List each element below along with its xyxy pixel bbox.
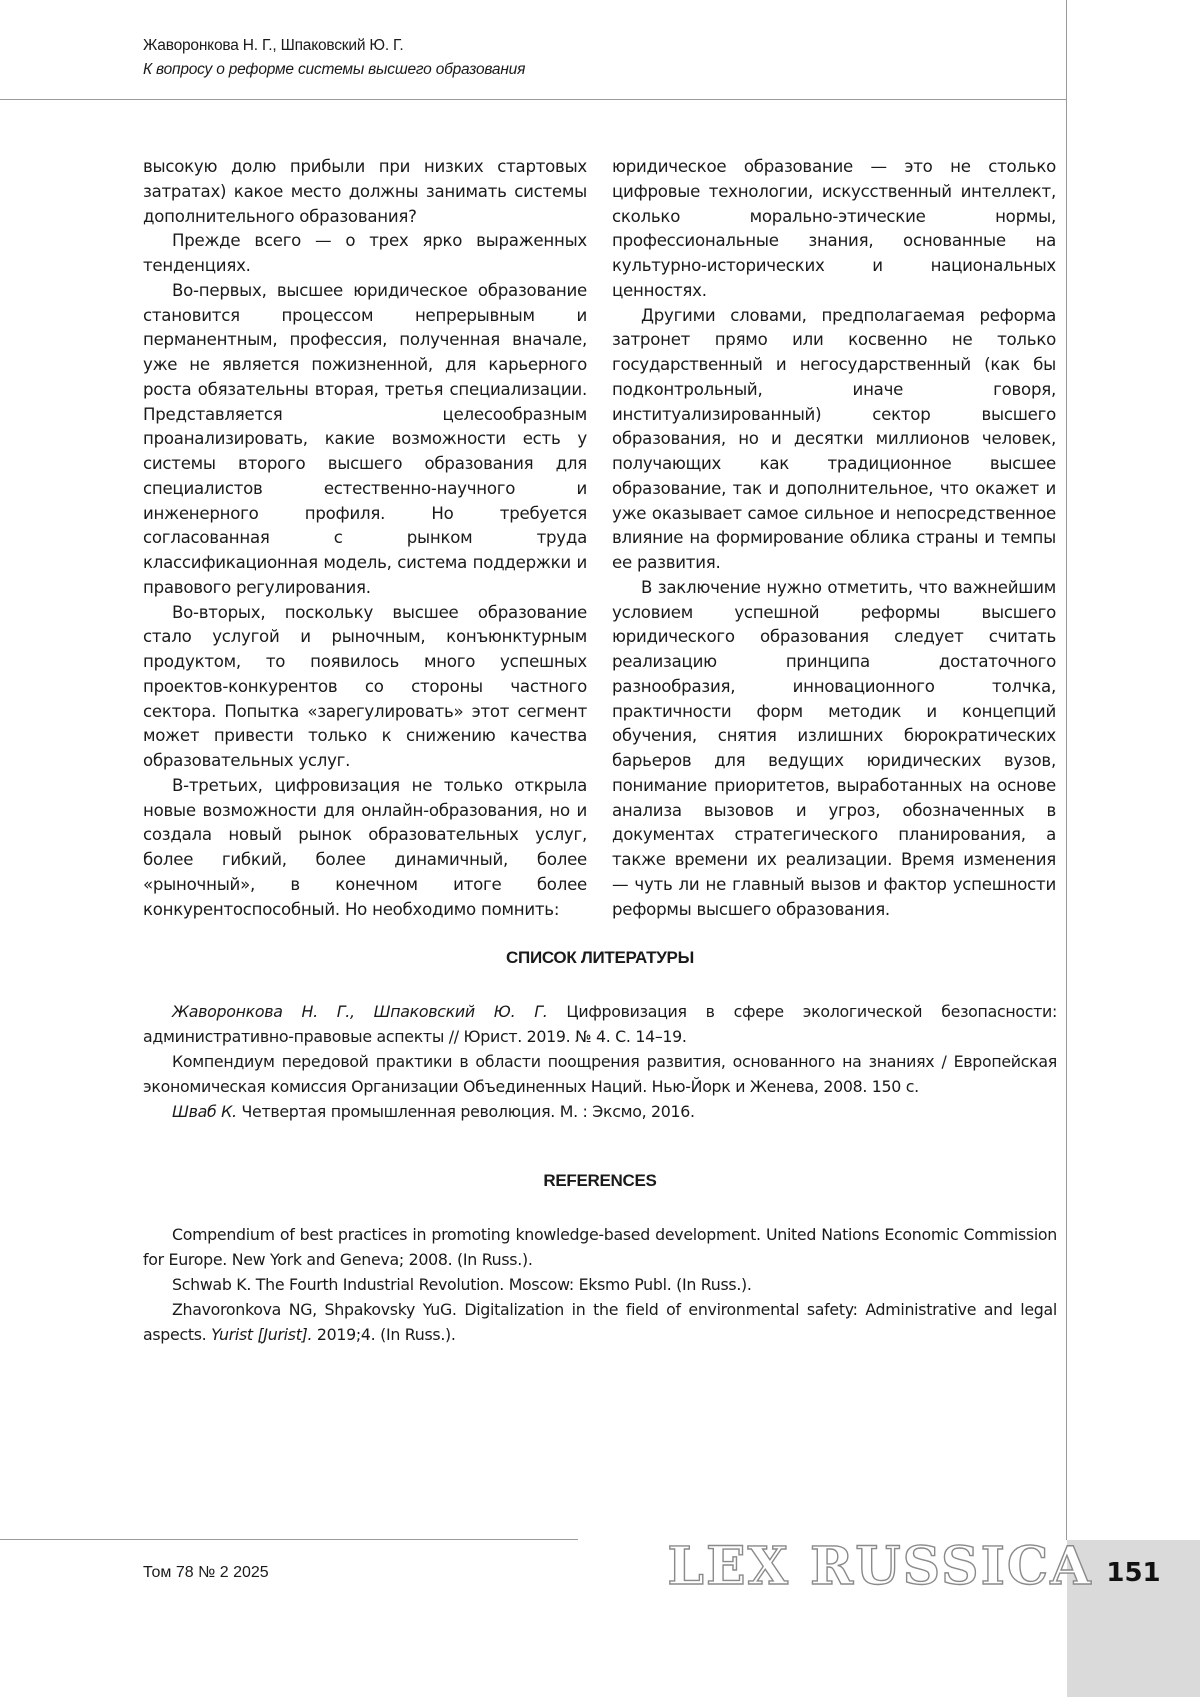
page-number: 151	[1067, 1558, 1200, 1588]
reference-item: Schwab K. The Fourth Industrial Revolution. Moscow: Eksmo Publ. (In Russ.).	[143, 1272, 1057, 1297]
paragraph: высокую долю прибыли при низких стартовых затратах) какое место должны занимать системы дополнительного образования?	[143, 155, 587, 229]
paragraph: Прежде всего — о трех ярко выраженных тенденциях.	[143, 229, 587, 279]
running-header	[143, 34, 1043, 82]
reference-item: Zhavoronkova NG, Shpakovsky YuG. Digitalization in the field of environmental safety: Administrative and legal aspects. Yurist [Jurist]. 2019;4. (In Russ.).	[143, 1297, 1057, 1347]
paragraph: Во-первых, высшее юридическое образование становится процессом непрерывным и перманентным, профессия, полученная вначале, уже не является пожизненной, для карьерного роста обязательны вторая, третья специализации. Представляется целесообразным проанализировать, какие возможности есть у системы второго высшего образования для специалистов естественно-научного и инженерного профиля. Но требуется согласованная с рынком труда классификационная модель, система поддержки и правового регулирования.	[143, 279, 587, 601]
paragraph: юридическое образование — это не столько цифровые технологии, искусственный интеллект, сколько морально-этические нормы, профессиональные знания, основанные на культурно-исторических и национальных ценностях.	[612, 155, 1056, 304]
bibliography-heading: СПИСОК ЛИТЕРАТУРЫ	[143, 948, 1057, 968]
journal-logo	[728, 1534, 1033, 1598]
footer-divider	[0, 1539, 578, 1540]
references-list	[143, 1222, 1057, 1347]
header-divider	[0, 99, 1067, 100]
bibliography-item: Компендиум передовой практики в области поощрения развития, основанного на знаниях / Европейская экономическая комиссия Организации Объединенных Наций. Нью-Йорк и Женева, 2008. 150 с.	[143, 1049, 1057, 1099]
bibliography-author: Шваб К.	[172, 1102, 237, 1121]
reference-journal: Yurist [Jurist].	[211, 1325, 312, 1344]
body-column-right	[612, 155, 1056, 922]
references-heading: REFERENCES	[143, 1171, 1057, 1191]
bibliography-list	[143, 999, 1057, 1124]
paragraph: В заключение нужно отметить, что важнейшим условием успешной реформы высшего юридического образования следует считать реализацию принципа достаточного разнообразия, инновационного толчка, практичности форм методик и концепций обучения, снятия излишних бюрократических барьеров для ведущих юридических вузов, понимание приоритетов, выработанных на основе анализа вызовов и угроз, обозначенных в документах стратегического планирования, а также времени их реализации. Время изменения — чуть ли не главный вызов и фактор успешности реформы высшего образования.	[612, 576, 1056, 923]
body-column-left	[143, 155, 587, 922]
bibliography-item: Жаворонкова Н. Г., Шпаковский Ю. Г. Цифровизация в сфере экологической безопасности: административно-правовые аспекты // Юрист. 2019. № 4. С. 14–19.	[143, 999, 1057, 1049]
issue-info: Том 78 № 2 2025	[143, 1564, 269, 1582]
reference-item: Compendium of best practices in promoting knowledge-based development. United Nations Economic Commission for Europe. New York and Geneva; 2008. (In Russ.).	[143, 1222, 1057, 1272]
bibliography-author: Жаворонкова Н. Г., Шпаковский Ю. Г.	[172, 1002, 547, 1021]
header-article-title: К вопросу о реформе системы высшего образования	[143, 58, 1043, 82]
header-authors: Жаворонкова Н. Г., Шпаковский Ю. Г.	[143, 34, 1043, 58]
bibliography-item: Шваб К. Четвертая промышленная революция. М. : Эксмо, 2016.	[143, 1099, 1057, 1124]
journal-logo-text: LEX RUSSICA	[667, 1536, 1092, 1597]
paragraph: Во-вторых, поскольку высшее образование стало услугой и рыночным, конъюнктурным продуктом, то появилось много успешных проектов-конкурентов со стороны частного сектора. Попытка «зарегулировать» этот сегмент может привести только к снижению качества образовательных услуг.	[143, 601, 587, 774]
margin-divider	[1066, 0, 1067, 1540]
paragraph: Другими словами, предполагаемая реформа затронет прямо или косвенно не только государственный и негосударственный (как бы подконтрольный, иначе говоря, институализированный) сектор высшего образования, но и десятки миллионов человек, получающих как традиционное высшее образование, так и дополнительное, что окажет и уже оказывает самое сильное и непосредственное влияние на формирование облика страны и темпы ее развития.	[612, 304, 1056, 576]
paragraph: В-третьих, цифровизация не только открыла новые возможности для онлайн-образования, но и создала новый рынок образовательных услуг, более гибкий, более динамичный, более «рыночный», в конечном итоге более конкурентоспособный. Но необходимо помнить:	[143, 774, 587, 923]
